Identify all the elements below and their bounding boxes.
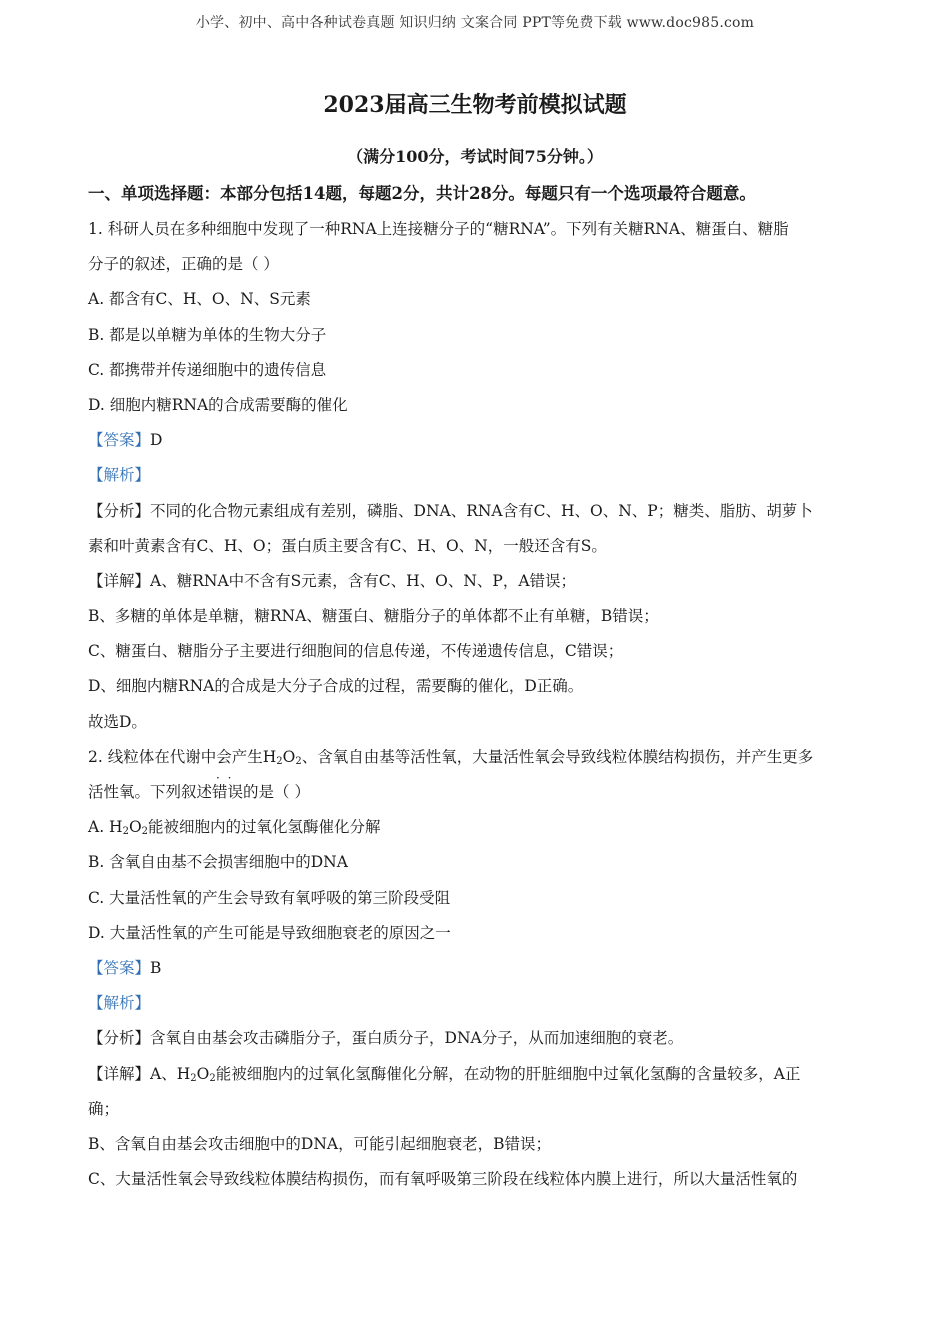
q2-option-c: C. 大量活性氧的产生会导致有氧呼吸的第三阶段受阻 — [88, 888, 451, 907]
answer-tag: 【答案】 — [88, 431, 151, 450]
q1-fenxi-line2: 素和叶黄素含有C、H、O；蛋白质主要含有C、H、O、N，一般还含有S。 — [88, 536, 607, 555]
q2-stem-part: 、含氧自由基等活性氧，大量活性氧会导致线粒体膜结构损伤，并产生更多 — [301, 747, 814, 766]
q1-conclusion: 故选D。 — [88, 712, 147, 731]
detail-part: O — [196, 1064, 210, 1083]
q2-stem-line2 — [88, 775, 866, 810]
subscript: 2 — [295, 755, 302, 767]
q2-option-part: O — [128, 818, 142, 837]
q2-option-part: 能被细胞内的过氧化氢酶催化分解 — [148, 818, 381, 837]
q1-detail-d: D、细胞内糖RNA的合成是大分子合成的过程，需要酶的催化，D正确。 — [88, 677, 584, 696]
detail-tag: 【详解】 — [88, 571, 151, 590]
fenxi-text: 不同的化合物元素组成有差别，磷脂、DNA、RNA含有C、H、O、N、P；糖类、脂肪、胡萝卜 — [150, 501, 813, 520]
emphasis-mark: 错误 · · — [212, 775, 243, 810]
q2-stem-part: 2. 线粒体在代谢中会产生H — [88, 747, 277, 766]
exam-subtitle: （满分100分，考试时间75分钟。） — [347, 147, 603, 166]
q1-stem-line1: 1. 科研人员在多种细胞中发现了一种RNA上连接糖分子的“糖RNA”。下列有关糖RNA、糖蛋白、糖脂 — [88, 220, 789, 238]
q1-option-a: A. 都含有C、H、O、N、S元素 — [88, 290, 311, 309]
q2-stem-part: 活性氧。下列叙述 — [88, 783, 213, 801]
q2-detail-c: C、大量活性氧会导致线粒体膜结构损伤，而有氧呼吸第三阶段在线粒体内膜上进行，所以大量活性氧的 — [88, 1170, 798, 1189]
subscript: 2 — [141, 826, 149, 838]
q2-detail-a — [88, 1057, 866, 1092]
q2-detail-a-line2: 确； — [88, 1099, 120, 1118]
q1-option-c: C. 都携带并传递细胞中的遗传信息 — [88, 360, 327, 379]
q2-fenxi — [88, 1021, 866, 1056]
detail-part: 能被细胞内的过氧化氢酶催化分解，在动物的肝脏细胞中过氧化氢酶的含量较多，A正 — [215, 1064, 801, 1083]
q2-stem-line1 — [88, 740, 866, 775]
fenxi-text: 含氧自由基会攻击磷脂分子，蛋白质分子，DNA分子，从而加速细胞的衰老。 — [150, 1029, 684, 1048]
q1-detail-a — [88, 564, 866, 599]
q2-option-d: D. 大量活性氧的产生可能是导致细胞衰老的原因之一 — [88, 923, 451, 942]
detail-text: A、糖RNA中不含有S元素，含有C、H、O、N、P，A错误； — [150, 571, 577, 590]
q2-stem-part: O — [282, 747, 296, 766]
q1-fenxi-line1 — [88, 494, 866, 529]
q2-option-part: A. H — [88, 818, 123, 837]
answer-tag: 【答案】 — [88, 958, 151, 977]
q1-stem-line2: 分子的叙述，正确的是（ ） — [88, 255, 279, 274]
q2-stem-part: 的是（ ） — [243, 783, 310, 801]
q2-detail-b: B、含氧自由基会攻击细胞中的DNA，可能引起细胞衰老，B错误； — [88, 1134, 551, 1153]
exam-title: 2023届高三生物考前模拟试题 — [323, 92, 627, 118]
q2-answer — [88, 951, 866, 986]
analysis-tag: 【解析】 — [88, 466, 151, 485]
document-body — [88, 212, 866, 1197]
detail-tag: 【详解】 — [88, 1064, 151, 1083]
q1-analysis-tag — [88, 458, 866, 493]
q1-option-b: B. 都是以单糖为单体的生物大分子 — [88, 325, 327, 344]
q2-option-b: B. 含氧自由基不会损害细胞中的DNA — [88, 853, 348, 872]
fenxi-tag: 【分析】 — [88, 1029, 151, 1048]
q1-option-d: D. 细胞内糖RNA的合成需要酶的催化 — [88, 395, 348, 414]
q2-option-a — [88, 810, 866, 845]
subscript: 2 — [122, 826, 129, 838]
subscript: 2 — [276, 755, 283, 767]
subscript: 2 — [209, 1072, 216, 1084]
q1-detail-b: B、多糖的单体是单糖，糖RNA、糖蛋白、糖脂分子的单体都不止有单糖，B错误； — [88, 607, 659, 626]
subscript: 2 — [190, 1072, 197, 1084]
fenxi-tag: 【分析】 — [88, 501, 151, 520]
q2-analysis-tag — [88, 986, 866, 1021]
answer-value: D — [150, 431, 163, 450]
detail-part: A、H — [150, 1064, 191, 1083]
page-header: 小学、初中、高中各种试卷真题 知识归纳 文案合同 PPT等免费下载 www.doc985.com — [195, 15, 755, 31]
section-heading: 一、单项选择题：本部分包括14题，每题2分，共计28分。每题只有一个选项最符合题意。 — [88, 184, 756, 203]
q1-detail-c: C、糖蛋白、糖脂分子主要进行细胞间的信息传递，不传递遗传信息，C错误； — [88, 642, 624, 661]
q1-answer — [88, 423, 866, 458]
analysis-tag: 【解析】 — [88, 994, 151, 1013]
answer-value: B — [150, 958, 162, 977]
